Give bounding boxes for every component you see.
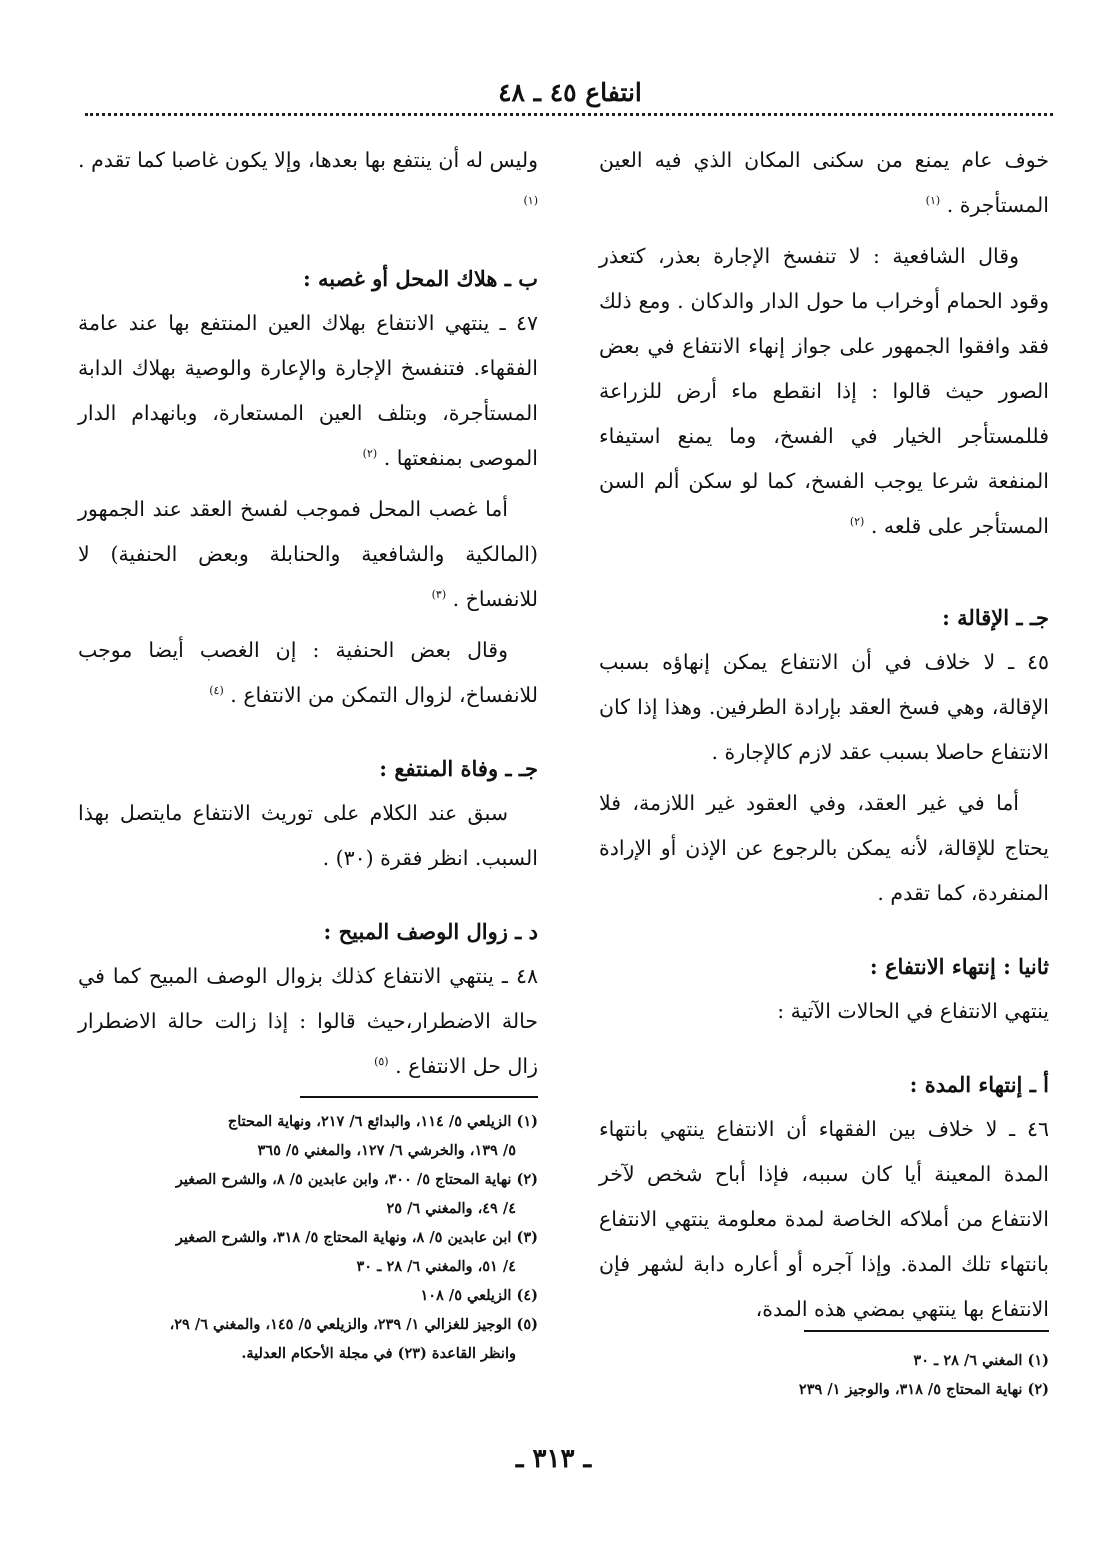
footnote-ref: (١)	[925, 194, 941, 208]
left-footnotes	[78, 1107, 538, 1368]
paragraph-text: ٤٧ ـ ينتهي الانتفاع بهلاك العين المنتفع بها عند عامة الفقهاء. فتنفسخ الإجارة والإعارة والوصية بهلاك الدابة المستأجرة، وبتلف العين المستعارة، وبانهدام الدار الموصى بمنفعتها .	[78, 311, 538, 470]
footnote-continuation: ٤/ ٤٩، والمغني ٦/ ٢٥	[386, 1200, 516, 1217]
footnote: (١) الزيلعي ٥/ ١١٤، والبدائع ٦/ ٢١٧، ونهاية المحتاج	[227, 1113, 538, 1130]
section-heading: جـ ـ الإقالة :	[942, 605, 1049, 630]
page-number: ـ ٣١٣ ـ	[515, 1444, 592, 1474]
page-header: انتفاع ٤٥ ـ ٤٨	[498, 78, 642, 107]
section-heading: ثانيا : إنتهاء الانتفاع :	[869, 954, 1049, 979]
section-heading: جـ ـ وفاة المنتفع :	[379, 756, 538, 781]
paragraph	[78, 487, 538, 622]
spacer	[78, 887, 538, 909]
paragraph	[78, 138, 538, 228]
footnote-divider	[300, 1096, 538, 1098]
section-heading: أ ـ إنتهاء المدة :	[909, 1072, 1049, 1097]
footnote: (٣) ابن عابدين ٥/ ٨، ونهاية المحتاج ٥/ ٣١٨، والشرح الصغير	[175, 1229, 538, 1246]
footnote-continuation: ٤/ ٥١، والمغني ٦/ ٢٨ ـ ٣٠	[356, 1258, 516, 1275]
spacer	[78, 234, 538, 256]
paragraph-text: وقال بعض الحنفية : إن الغصب أيضا موجب للانفساخ، لزوال التمكن من الانتفاع .	[78, 638, 538, 707]
paragraph-text: خوف عام يمنع من سكنى المكان الذي فيه العين المستأجرة .	[599, 148, 1049, 217]
spacer	[599, 922, 1049, 944]
footnote: (٢) نهاية المحتاج ٥/ ٣١٨، والوجيز ١/ ٢٣٩	[798, 1381, 1049, 1398]
footnote-ref: (٥)	[374, 1055, 389, 1069]
paragraph-text: ٤٨ ـ ينتهي الانتفاع كذلك بزوال الوصف المبيح كما في حالة الاضطرار،حيث قالوا : إذا زالت حالة الاضطرار زال حل الانتفاع .	[78, 964, 538, 1078]
right-column	[599, 138, 1049, 1338]
paragraph: أما في غير العقد، وفي العقود غير اللازمة، فلا يحتاج للإقالة، لأنه يمكن بالرجوع عن الإذن أو الإرادة المنفردة، كما تقدم .	[599, 791, 1049, 905]
right-footnotes	[599, 1346, 1049, 1404]
paragraph-text: وليس له أن ينتفع بها بعدها، وإلا يكون غاصبا كما تقدم .	[78, 148, 538, 172]
header-dotted-rule	[85, 113, 1053, 116]
section-heading: ب ـ هلاك المحل أو غصبه :	[302, 266, 538, 291]
paragraph	[599, 138, 1049, 228]
footnote-ref: (٢)	[849, 515, 865, 529]
footnote-ref: (١)	[523, 194, 538, 208]
spacer	[599, 1040, 1049, 1062]
paragraph	[78, 954, 538, 1089]
footnote-ref: (٢)	[362, 447, 378, 461]
footnote: (٥) الوجيز للغزالي ١/ ٢٣٩، والزيلعي ٥/ ١٤٥، والمغني ٦/ ٢٩،	[169, 1316, 538, 1333]
footnote-ref: (٤)	[209, 684, 224, 698]
footnote-ref: (٣)	[431, 588, 447, 602]
footnote: (١) المغني ٦/ ٢٨ ـ ٣٠	[913, 1352, 1049, 1369]
paragraph: ينتهي الانتفاع في الحالات الآتية :	[777, 999, 1049, 1023]
footnote-continuation: ٥/ ١٣٩، والخرشي ٦/ ١٢٧، والمغني ٥/ ٣٦٥	[257, 1142, 516, 1159]
paragraph: ٤٦ ـ لا خلاف بين الفقهاء أن الانتفاع ينتهي بانتهاء المدة المعينة أيا كان سببه، فإذا أباح شخص لآخر الانتفاع من أملاكه الخاصة لمدة معلومة ينتهي الانتفاع بانتهاء تلك المدة. وإذا آجره أو أعاره دابة لشهر فإن الانتفاع بها ينتهي بمضي هذه المدة،	[599, 1117, 1049, 1321]
footnote: (٤) الزيلعي ٥/ ١٠٨	[420, 1287, 538, 1304]
footnote-continuation: وانظر القاعدة (٢٣) في مجلة الأحكام العدلية.	[241, 1345, 516, 1362]
spacer	[78, 724, 538, 746]
section-heading: د ـ زوال الوصف المبيح :	[323, 919, 538, 944]
paragraph	[599, 234, 1049, 549]
left-column	[78, 138, 538, 1095]
spacer	[599, 555, 1049, 595]
footnote-divider	[804, 1330, 1049, 1332]
paragraph: سبق عند الكلام على توريث الانتفاع مايتصل بهذا السبب. انظر فقرة (٣٠) .	[78, 801, 538, 870]
paragraph-text: وقال الشافعية : لا تنفسخ الإجارة بعذر، كتعذر وقود الحمام أوخراب ما حول الدار والدكان . ومع ذلك فقد وافقوا الجمهور على جواز إنهاء الانتفاع في بعض الصور حيث قالوا : إذا انقطع ماء أرض للزراعة فللمستأجر الخيار في الفسخ، وما يمنع استيفاء المنفعة شرعا يوجب الفسخ، كما لو سكن ألم السن المستأجر على قلعه .	[599, 244, 1049, 538]
paragraph: ٤٥ ـ لا خلاف في أن الانتفاع يمكن إنهاؤه بسبب الإقالة، وهي فسخ العقد بإرادة الطرفين. وهذا إذا كان الانتفاع حاصلا بسبب عقد لازم كالإجارة .	[599, 650, 1049, 764]
paragraph-text: أما غصب المحل فموجب لفسخ العقد عند الجمهور (المالكية والشافعية والحنابلة وبعض الحنفية) لا للانفساخ .	[78, 497, 538, 611]
footnote: (٢) نهاية المحتاج ٥/ ٣٠٠، وابن عابدين ٥/ ٨، والشرح الصغير	[175, 1171, 538, 1188]
paragraph	[78, 301, 538, 481]
paragraph	[78, 628, 538, 718]
